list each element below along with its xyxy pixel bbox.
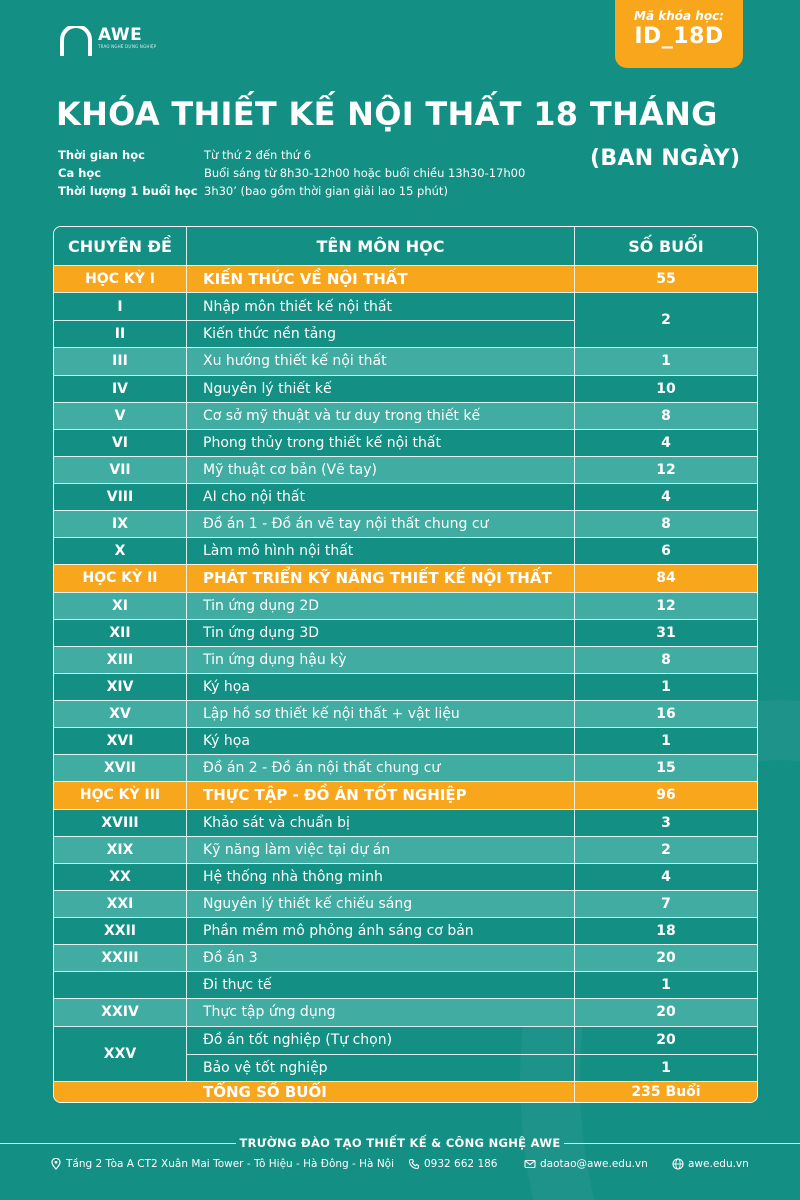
topic-code: XXIII: [54, 945, 187, 971]
total-row: [54, 1081, 757, 1102]
session-count: 4: [661, 434, 671, 451]
table-row: [54, 863, 757, 890]
table-row: [54, 592, 757, 619]
topic-code: XXII: [54, 918, 187, 944]
info-label: Ca học: [58, 166, 102, 180]
website-contact[interactable]: [672, 1158, 749, 1170]
email-text: daotao@awe.edu.vn: [540, 1158, 648, 1170]
website-text: awe.edu.vn: [688, 1158, 749, 1170]
subject-name: Đồ án 1 - Đồ án vẽ tay nội thất chung cư: [187, 511, 575, 537]
course-code-value: ID_18D: [634, 24, 724, 49]
session-count: 3: [661, 814, 671, 831]
subject-name: AI cho nội thất: [187, 484, 575, 510]
info-value: Buổi sáng từ 8h30-12h00 hoặc buổi chiều 13h30-17h00: [204, 166, 526, 180]
semester-code: HỌC KỲ I: [54, 266, 187, 292]
schedule-info: [58, 146, 525, 200]
session-count: 20: [656, 1004, 676, 1021]
awe-logo-icon: [58, 26, 94, 56]
topic-code: XII: [54, 620, 187, 646]
topic-code: XVIII: [54, 810, 187, 836]
subject-name: Phần mềm mô phỏng ánh sáng cơ bản: [187, 918, 575, 944]
table-row: [54, 727, 757, 754]
subject-name: Thực tập ứng dụng: [187, 999, 575, 1025]
subject-name: Mỹ thuật cơ bản (Vẽ tay): [187, 457, 575, 483]
table-row: [54, 646, 757, 673]
table-row: [54, 809, 757, 836]
semester-code: HỌC KỲ II: [54, 565, 187, 591]
subject-name: Nhập môn thiết kế nội thất: [203, 298, 392, 315]
subject-name: Phong thủy trong thiết kế nội thất: [187, 430, 575, 456]
total-count: 235 Buổi: [631, 1083, 701, 1100]
session-count: 10: [656, 380, 676, 397]
topic-code: XIII: [54, 647, 187, 673]
session-count: 31: [656, 624, 676, 641]
session-count: 12: [656, 597, 676, 614]
subject-name: Tin ứng dụng hậu kỳ: [187, 647, 575, 673]
subject-name: Tin ứng dụng 2D: [187, 593, 575, 619]
brand-logo[interactable]: [58, 26, 156, 56]
info-row: [58, 164, 525, 182]
topic-code: V: [54, 403, 187, 429]
header-sessions: SỐ BUỔI: [628, 236, 704, 256]
table-row: [54, 619, 757, 646]
topic-code: X: [54, 538, 187, 564]
address-text: Tầng 2 Tòa A CT2 Xuân Mai Tower - Tô Hiệu - Hà Đông - Hà Nội: [66, 1158, 395, 1170]
table-row-group: [54, 292, 757, 347]
table-row: [54, 375, 757, 402]
table-row: [54, 700, 757, 727]
semester-count: 96: [656, 787, 676, 804]
topic-code: XVII: [54, 755, 187, 781]
table-row: [54, 537, 757, 564]
topic-code: XV: [54, 701, 187, 727]
subject-name: Nguyên lý thiết kế chiếu sáng: [187, 891, 575, 917]
topic-code: [54, 972, 187, 998]
email-contact[interactable]: [524, 1158, 672, 1170]
semester-count: 55: [656, 271, 676, 288]
subject-name: Bảo vệ tốt nghiệp: [187, 1054, 574, 1081]
course-code-badge: [615, 0, 743, 68]
header-subject: TÊN MÔN HỌC: [187, 227, 575, 265]
session-count: 20: [656, 1032, 676, 1049]
total-label: TỔNG SỐ BUỔI: [187, 1082, 575, 1102]
session-count: 1: [575, 1054, 757, 1081]
brand-name: AWE: [98, 25, 143, 45]
subject-name: Ký họa: [187, 728, 575, 754]
session-count: 2: [661, 312, 671, 329]
table-row: [54, 998, 757, 1025]
topic-code: XX: [54, 864, 187, 890]
semester-name: THỰC TẬP - ĐỒ ÁN TỐT NGHIỆP: [187, 782, 575, 808]
topic-code: XIX: [54, 837, 187, 863]
course-code-label: Mã khóa học:: [634, 9, 724, 23]
curriculum-table: [53, 226, 758, 1103]
subject-name: Lập hồ sơ thiết kế nội thất + vật liệu: [187, 701, 575, 727]
topic-code: VIII: [54, 484, 187, 510]
subject-name: Hệ thống nhà thông minh: [187, 864, 575, 890]
topic-code: VI: [54, 430, 187, 456]
table-row: [54, 429, 757, 456]
session-count: 16: [656, 706, 676, 723]
topic-code: XIV: [54, 674, 187, 700]
session-count: 1: [661, 733, 671, 750]
total-spacer: [54, 1082, 187, 1102]
session-count: 4: [661, 489, 671, 506]
header-topic: CHUYÊN ĐỀ: [54, 227, 187, 265]
semester-count: 84: [656, 570, 676, 587]
session-count: 20: [656, 950, 676, 967]
table-row: [54, 944, 757, 971]
info-row: [58, 146, 525, 164]
info-row: [58, 182, 525, 200]
topic-code: IV: [54, 376, 187, 402]
subject-name: Đồ án tốt nghiệp (Tự chọn): [203, 1032, 393, 1049]
session-count: 8: [661, 651, 671, 668]
info-label: Thời gian học: [58, 148, 145, 162]
brand-tagline: TRAO NGHỀ DỰNG NGHIỆP: [98, 44, 157, 49]
table-row: [54, 456, 757, 483]
subject-name: Kiến thức nền tảng: [187, 320, 574, 347]
session-count: 1: [661, 678, 671, 695]
semester-name: PHÁT TRIỂN KỸ NĂNG THIẾT KẾ NỘI THẤT: [187, 565, 575, 591]
globe-icon: [672, 1158, 684, 1170]
topic-code: XXIV: [54, 999, 187, 1025]
session-count: 2: [661, 841, 671, 858]
topic-code: III: [54, 348, 187, 374]
subject-name: Ký họa: [187, 674, 575, 700]
subject-name: Kỹ năng làm việc tại dự án: [187, 837, 575, 863]
topic-code: IX: [54, 511, 187, 537]
semester-row: [54, 265, 757, 292]
topic-code: I: [117, 298, 123, 315]
semester-code: HỌC KỲ III: [54, 782, 187, 808]
session-count: 7: [661, 895, 671, 912]
topic-code: II: [54, 320, 186, 347]
subject-name: Tin ứng dụng 3D: [187, 620, 575, 646]
footer-title: TRƯỜNG ĐÀO TẠO THIẾT KẾ & CÔNG NGHỆ AWE: [0, 1136, 800, 1150]
page-subtitle: (BAN NGÀY): [590, 146, 741, 171]
table-row: [54, 673, 757, 700]
info-value: Từ thứ 2 đến thứ 6: [204, 148, 312, 162]
table-row: [54, 483, 757, 510]
topic-code: XVI: [54, 728, 187, 754]
session-count: 18: [656, 923, 676, 940]
subject-name: Nguyên lý thiết kế: [187, 376, 575, 402]
table-header: [54, 227, 757, 265]
info-value: 3h30’ (bao gồm thời gian giải lao 15 phút): [204, 184, 448, 198]
session-count: 1: [661, 977, 671, 994]
topic-code: VII: [54, 457, 187, 483]
subject-name: Làm mô hình nội thất: [187, 538, 575, 564]
subject-name: Đồ án 3: [187, 945, 575, 971]
semester-row: [54, 781, 757, 808]
topic-code: XXI: [54, 891, 187, 917]
address-contact: [50, 1158, 408, 1170]
table-row: [54, 890, 757, 917]
subject-name: Đi thực tế: [187, 972, 575, 998]
location-pin-icon: [50, 1158, 62, 1170]
semester-row: [54, 564, 757, 591]
info-label: Thời lượng 1 buổi học: [58, 184, 198, 198]
session-count: 8: [661, 516, 671, 533]
session-count: 6: [661, 543, 671, 560]
table-row: [54, 836, 757, 863]
session-count: 4: [661, 868, 671, 885]
subject-name: Cơ sở mỹ thuật và tư duy trong thiết kế: [187, 403, 575, 429]
subject-name: Xu hướng thiết kế nội thất: [187, 348, 575, 374]
table-row: [54, 754, 757, 781]
semester-name: KIẾN THỨC VỀ NỘI THẤT: [187, 266, 575, 292]
table-row: [54, 510, 757, 537]
session-count: 8: [661, 407, 671, 424]
footer-contacts: [50, 1158, 760, 1170]
session-count: 15: [656, 760, 676, 777]
subject-name: Đồ án 2 - Đồ án nội thất chung cư: [187, 755, 575, 781]
table-row: [54, 971, 757, 998]
table-row-group: [54, 1026, 757, 1081]
table-row: [54, 402, 757, 429]
session-count: 12: [656, 461, 676, 478]
subject-name: Khảo sát và chuẩn bị: [187, 810, 575, 836]
phone-text: 0932 662 186: [424, 1158, 498, 1170]
phone-icon: [408, 1158, 420, 1170]
topic-code: XXV: [54, 1027, 187, 1081]
table-row: [54, 917, 757, 944]
mail-icon: [524, 1158, 536, 1170]
phone-contact[interactable]: [408, 1158, 524, 1170]
page-title: KHÓA THIẾT KẾ NỘI THẤT 18 THÁNG: [56, 95, 718, 133]
table-row: [54, 347, 757, 374]
topic-code: XI: [54, 593, 187, 619]
session-count: 1: [661, 353, 671, 370]
